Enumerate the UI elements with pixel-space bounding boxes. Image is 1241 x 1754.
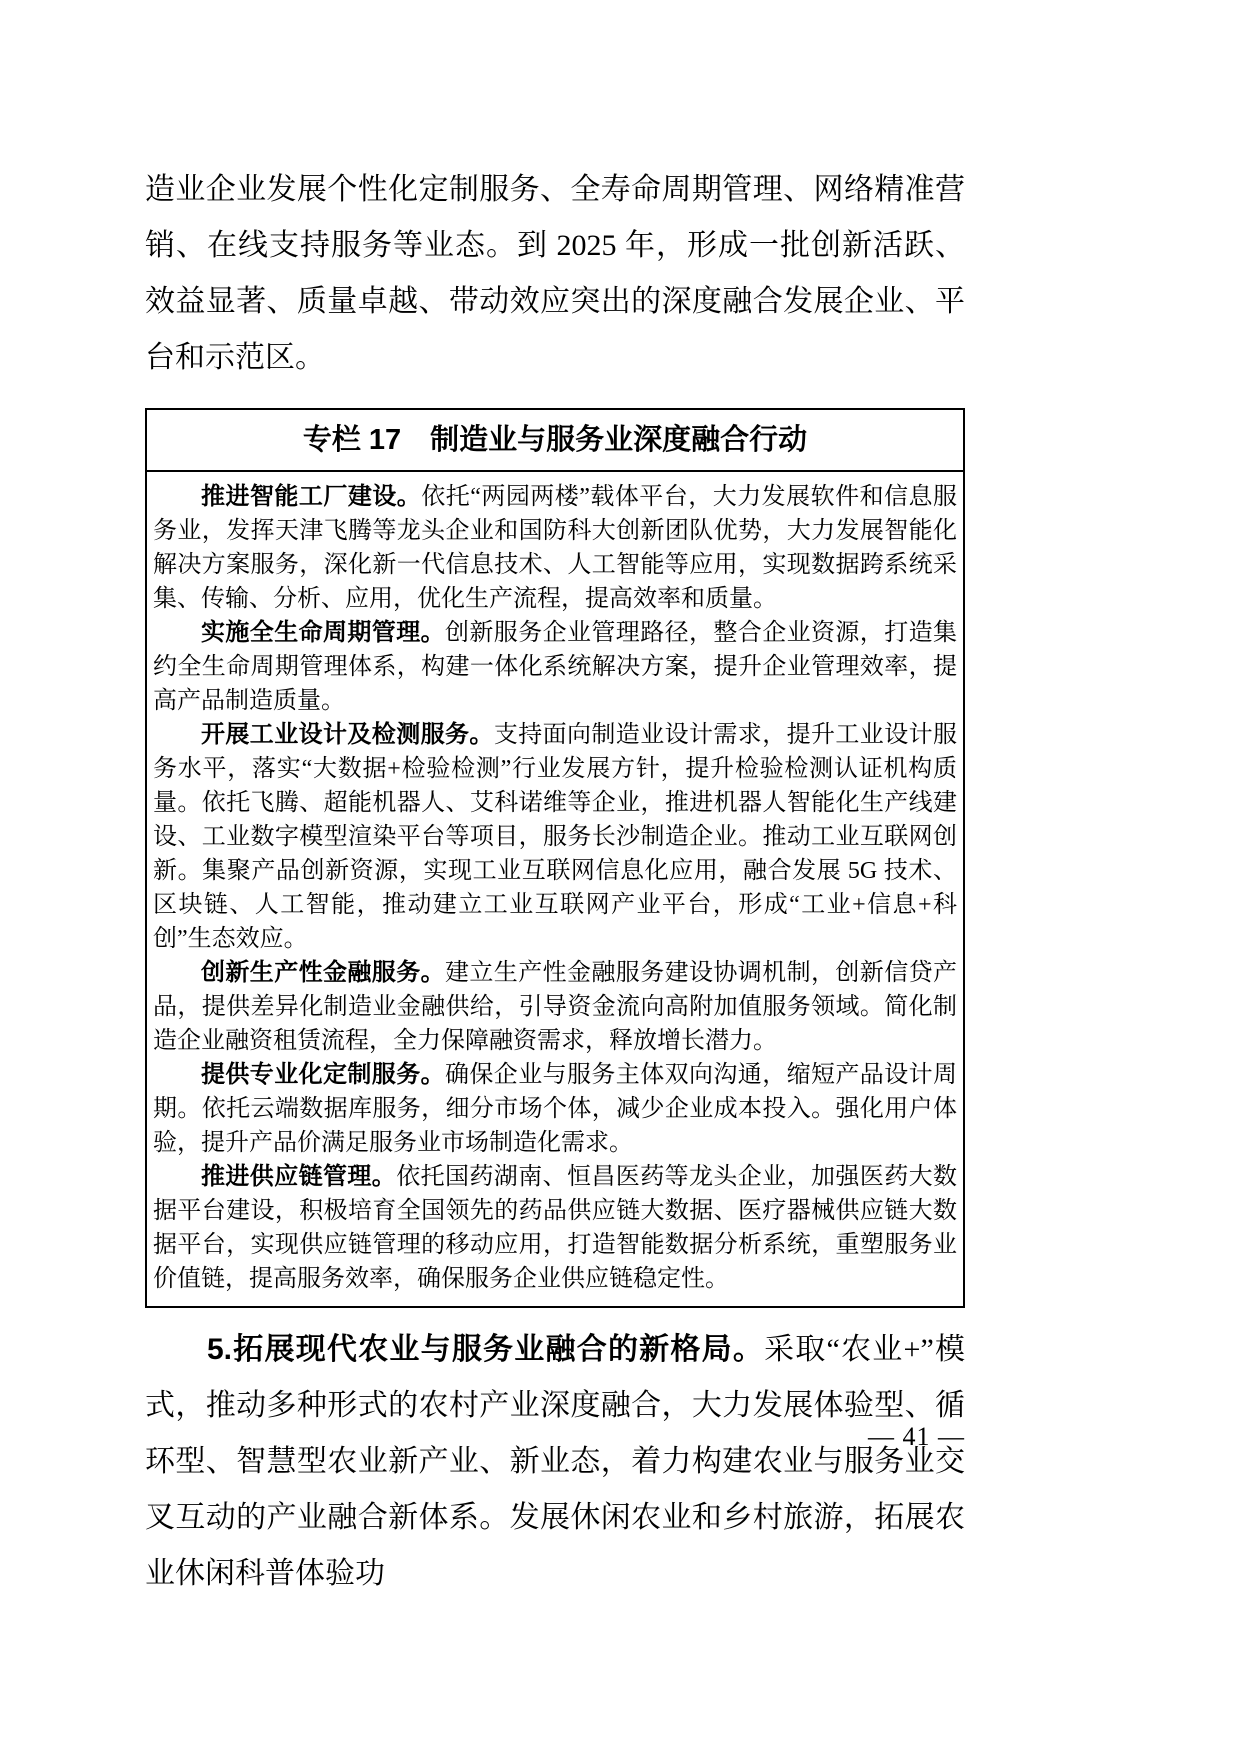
box-paragraph-lead: 实施全生命周期管理。 <box>201 619 445 646</box>
box-paragraph-text: 确保企业与服务主体双向沟通，缩短产品设计周期。依托云端数据库服务，细分市场个体，减少企业成本投入。强化用户体验，提升产品价满足服务业市场制造化需求。 <box>153 1062 957 1156</box>
paragraph-text: 采取“农业+”模式，推动多种形式的农村产业深度融合，大力发展体验型、循环型、智慧型农业新产业、新业态，着力构建农业与服务业交叉互动的产业融合新体系。发展休闲农业和乡村旅游，拓展农业休闲科普体验功 <box>145 1333 965 1590</box>
box-paragraph-lead: 推进智能工厂建设。 <box>201 483 422 510</box>
box-paragraph-lifecycle <box>153 616 957 718</box>
page-content <box>145 162 965 1602</box>
box-paragraph-text: 依托“两园两楼”载体平台，大力发展软件和信息服务业，发挥天津飞腾等龙头企业和国防科大创新团队优势，大力发展智能化解决方案服务，深化新一代信息技术、人工智能等应用，实现数据跨系统采集、传输、分析、应用，优化生产流程，提高效率和质量。 <box>153 484 957 612</box>
paragraph-continuation-text: 造业企业发展个性化定制服务、全寿命周期管理、网络精准营销、在线支持服务等业态。到 2025 年，形成一批创新活跃、效益显著、质量卓越、带动效应突出的深度融合发展企业、平台和示范区。 <box>145 173 965 374</box>
box-paragraph-customization <box>153 1058 957 1160</box>
box-paragraph-finance <box>153 956 957 1058</box>
column-box-body <box>147 472 963 1306</box>
box-paragraph-smart-factory <box>153 480 957 616</box>
box-paragraph-supply-chain <box>153 1160 957 1296</box>
box-paragraph-text: 创新服务企业管理路径，整合企业资源，打造集约全生命周期管理体系，构建一体化系统解决方案，提升企业管理效率，提高产品制造质量。 <box>153 620 957 714</box>
column-box-17 <box>145 408 965 1308</box>
box-paragraph-text: 依托国药湖南、恒昌医药等龙头企业，加强医药大数据平台建设，积极培育全国领先的药品供应链大数据、医疗器械供应链大数据平台，实现供应链管理的移动应用，打造智能数据分析系统，重塑服务业价值链，提高服务效率，确保服务企业供应链稳定性。 <box>153 1164 958 1292</box>
paragraph-agriculture-integration <box>145 1322 965 1602</box>
box-paragraph-text: 建立生产性金融服务建设协调机制，创新信贷产品，提供差异化制造业金融供给，引导资金流向高附加值服务领域。简化制造企业融资租赁流程，全力保障融资需求，释放增长潜力。 <box>153 960 957 1054</box>
box-paragraph-industrial-design <box>153 718 957 956</box>
box-paragraph-text: 支持面向制造业设计需求，提升工业设计服务水平，落实“大数据+检验检测”行业发展方针，提升检验检测认证机构质量。依托飞腾、超能机器人、艾科诺维等企业，推进机器人智能化生产线建设、工业数字模型渲染平台等项目，服务长沙制造企业。推动工业互联网创新。集聚产品创新资源，实现工业互联网信息化应用，融合发展 5G 技术、区块链、人工智能，推动建立工业互联网产业平台，形成“工业+信息+科创”生态效应。 <box>153 722 958 952</box>
paragraph-lead: 5.拓展现代农业与服务业融合的新格局。 <box>207 1333 765 1366</box>
box-paragraph-lead: 创新生产性金融服务。 <box>201 959 445 986</box>
box-paragraph-lead: 提供专业化定制服务。 <box>201 1061 445 1088</box>
page-number: — 41 — <box>868 1422 965 1451</box>
paragraph-continuation <box>145 162 965 386</box>
box-paragraph-lead: 开展工业设计及检测服务。 <box>201 721 494 748</box>
column-box-title: 专栏 17 制造业与服务业深度融合行动 <box>147 410 963 472</box>
box-paragraph-lead: 推进供应链管理。 <box>201 1163 397 1190</box>
